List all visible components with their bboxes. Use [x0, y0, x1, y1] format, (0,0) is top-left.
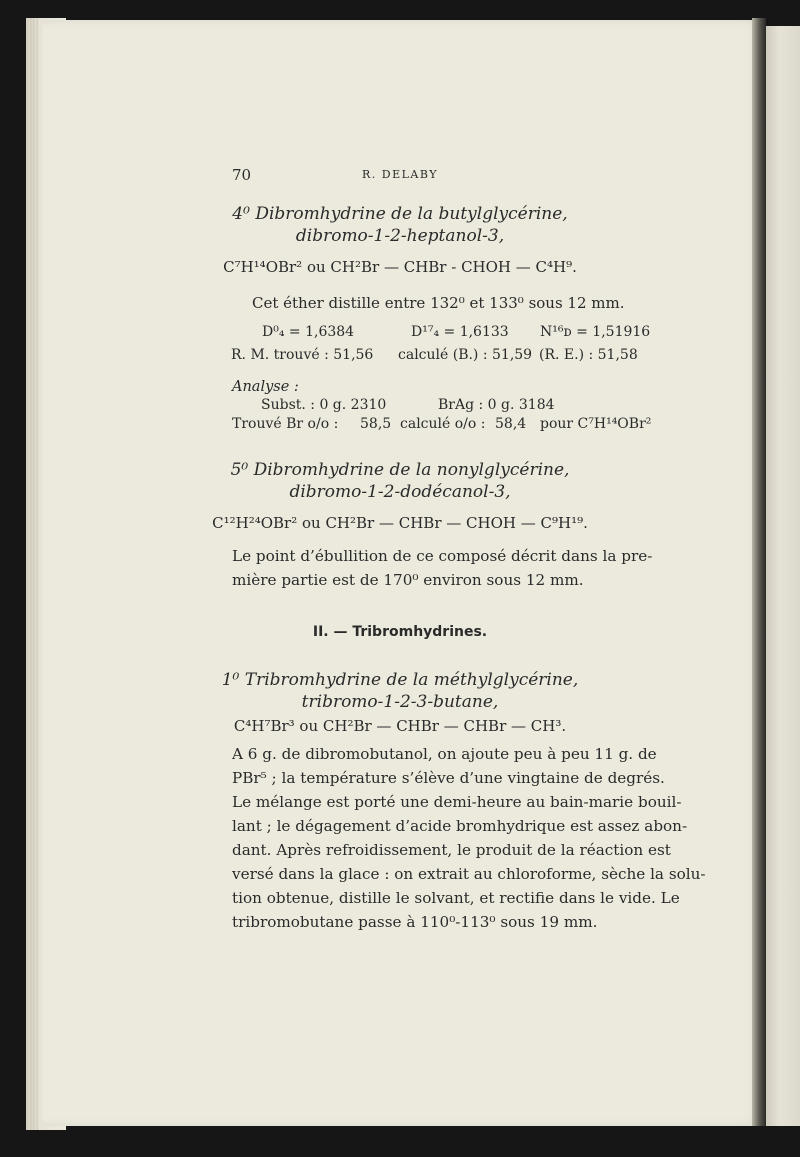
compound5-title-line2: dibromo-1-2-dodécanol-3,: [289, 482, 511, 502]
compound4-rm-calc-re: (R. E.) : 51,58: [539, 347, 638, 363]
analyse-formula: pour C⁷H¹⁴OBr²: [540, 416, 652, 432]
paragraph-line: tion obtenue, distille le solvant, et rectifie dans le vide. Le: [232, 889, 680, 907]
analyse-found-value: 58,5: [360, 416, 392, 432]
compound1-paragraph: [232, 742, 706, 934]
running-head-author: R. DELABY: [361, 168, 439, 181]
compound4-formula: C⁷H¹⁴OBr² ou CH²Br — CHBr - CHOH — C⁴H⁹.: [223, 258, 577, 276]
compound1-title-line2: tribromo-1-2-3-butane,: [301, 692, 499, 712]
book-gutter: [752, 18, 766, 1126]
compound4-title-line2: dibromo-1-2-heptanol-3,: [295, 226, 505, 246]
paragraph-line: dant. Après refroidissement, le produit de la réaction est: [232, 841, 671, 859]
analyse-brag: BrAg : 0 g. 3184: [438, 397, 555, 413]
compound4-rm-calc-b: calculé (B.) : 51,59: [398, 347, 533, 363]
paragraph-line: A 6 g. de dibromobutanol, on ajoute peu à peu 11 g. de: [232, 745, 657, 763]
compound4-rm-found: R. M. trouvé : 51,56: [231, 347, 374, 363]
paragraph-line: lant ; le dégagement d’acide bromhydrique est assez abon-: [232, 817, 688, 835]
compound4-distill: Cet éther distille entre 132⁰ et 133⁰ sous 12 mm.: [252, 294, 625, 312]
paragraph-line: tribromobutane passe à 110⁰-113⁰ sous 19 mm.: [232, 913, 598, 931]
compound5-paragraph: [232, 544, 653, 592]
compound4-title-line1: 4⁰ Dibromhydrine de la butylglycérine,: [232, 204, 568, 224]
paragraph-line: versé dans la glace : on extrait au chloroforme, sèche la solu-: [232, 865, 706, 883]
analyse-found-label: Trouvé Br o/o :: [232, 416, 339, 432]
compound1-formula: C⁴H⁷Br³ ou CH²Br — CHBr — CHBr — CH³.: [233, 717, 567, 735]
compound4-density-0: D⁰₄ = 1,6384: [262, 324, 355, 340]
paragraph-line: mière partie est de 170⁰ environ sous 12 mm.: [232, 571, 584, 589]
section-heading: II. — Tribromhydrines.: [312, 624, 488, 640]
paragraph-line: Le point d’ébullition de ce composé décrit dans la pre-: [232, 547, 653, 565]
compound4-refractive-index: N¹⁶ᴅ = 1,51916: [540, 324, 651, 340]
paragraph-line: PBr⁵ ; la température s’élève d’une vingtaine de degrés.: [232, 769, 665, 787]
analyse-subst: Subst. : 0 g. 2310: [261, 397, 387, 413]
analyse-calc-value: 58,4: [495, 416, 527, 432]
compound5-formula: C¹²H²⁴OBr² ou CH²Br — CHBr — CHOH — C⁹H¹⁹.: [212, 514, 588, 532]
analyse-calc-label: calculé o/o :: [400, 416, 486, 432]
compound1-title-line1: 1⁰ Tribromhydrine de la méthylglycérine,: [221, 670, 579, 690]
analyse-label: Analyse :: [232, 379, 299, 395]
paragraph-line: Le mélange est porté une demi-heure au bain-marie bouil-: [232, 793, 682, 811]
next-page-edge: [766, 26, 800, 1126]
page-number: 70: [232, 166, 252, 184]
compound5-title-line1: 5⁰ Dibromhydrine de la nonylglycérine,: [230, 460, 570, 480]
compound4-density-17: D¹⁷₄ = 1,6133: [411, 324, 509, 340]
